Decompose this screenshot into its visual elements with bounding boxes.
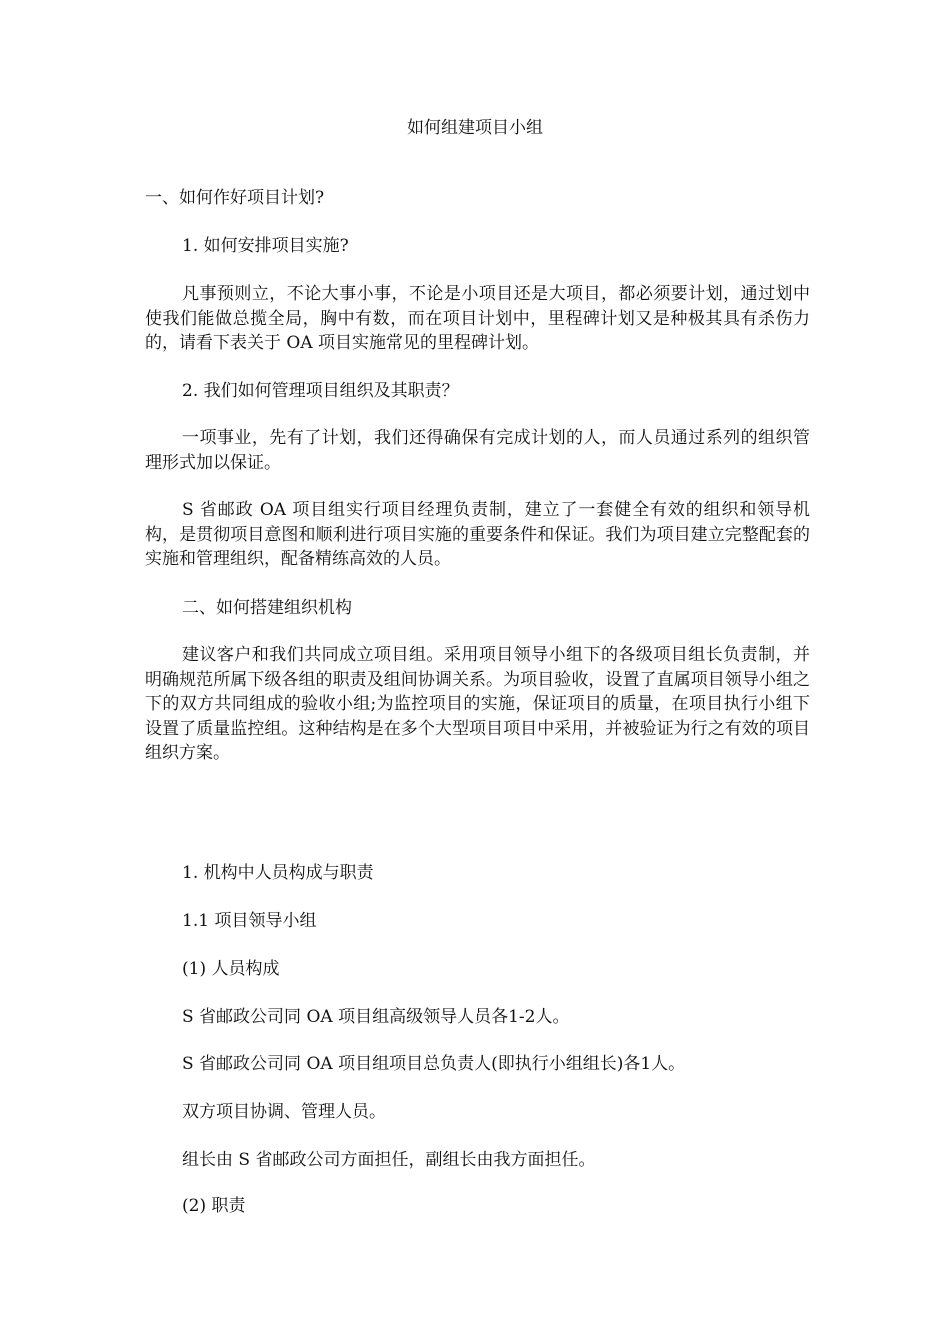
member-line: S 省邮政公司同 OA 项目组项目总负责人(即执行小组组长)各1人。 xyxy=(182,1054,686,1074)
subsection-heading-members: 1. 机构中人员构成与职责 xyxy=(182,863,374,883)
paragraph-people: 一项事业，先有了计划，我们还得确保有完成计划的人，而人员通过系列的组织管理形式加以保证。 xyxy=(145,428,810,473)
document-title: 如何组建项目小组 xyxy=(407,118,543,138)
member-line: 双方项目协调、管理人员。 xyxy=(182,1102,386,1122)
item-heading-manage: 2. 我们如何管理项目组织及其职责？ xyxy=(182,381,459,401)
member-line: 组长由 S 省邮政公司方面担任，副组长由我方面担任。 xyxy=(182,1150,596,1170)
item-heading-arrange: 1. 如何安排项目实施? xyxy=(182,236,349,256)
subsection-heading-leadership: 1.1 项目领导小组 xyxy=(182,911,317,931)
paragraph-plan: 凡事预则立，不论大事小事，不论是小项目还是大项目，都必须要计划，通过划中使我们能做总揽全局，胸中有数，而在项目计划中，里程碑计划又是种极其具有杀伤力的，请看下表关于 OA 项目实施常见的里程碑计划。 xyxy=(145,284,810,353)
paragraph-organization: 建议客户和我们共同成立项目组。采用项目领导小组下的各级项目组长负责制，并明确规范所属下级各组的职责及组间协调关系。为项目验收，设置了直属项目领导小组之下的双方共同组成的验收小组;为监控项目的实施，保证项目的质量，在项目执行小组下设置了质量监控组。这种结构是在多个大型项目项目中采用，并被验证为行之有效的项目组织方案。 xyxy=(145,645,810,763)
list-heading-duties: (2) 职责 xyxy=(182,1196,246,1216)
paragraph-oa-group: S 省邮政 OA 项目组实行项目经理负责制，建立了一套健全有效的组织和领导机构，是贯彻项目意图和顺利进行项目实施的重要条件和保证。我们为项目建立完整配套的实施和管理组织，配备精练高效的人员。 xyxy=(145,500,810,569)
section-heading-organization: 二、如何搭建组织机构 xyxy=(182,598,352,618)
member-line: S 省邮政公司同 OA 项目组高级领导人员各1-2人。 xyxy=(182,1007,570,1027)
section-heading-plan: 一、如何作好项目计划? xyxy=(145,188,325,208)
list-heading-composition: (1) 人员构成 xyxy=(182,959,280,979)
